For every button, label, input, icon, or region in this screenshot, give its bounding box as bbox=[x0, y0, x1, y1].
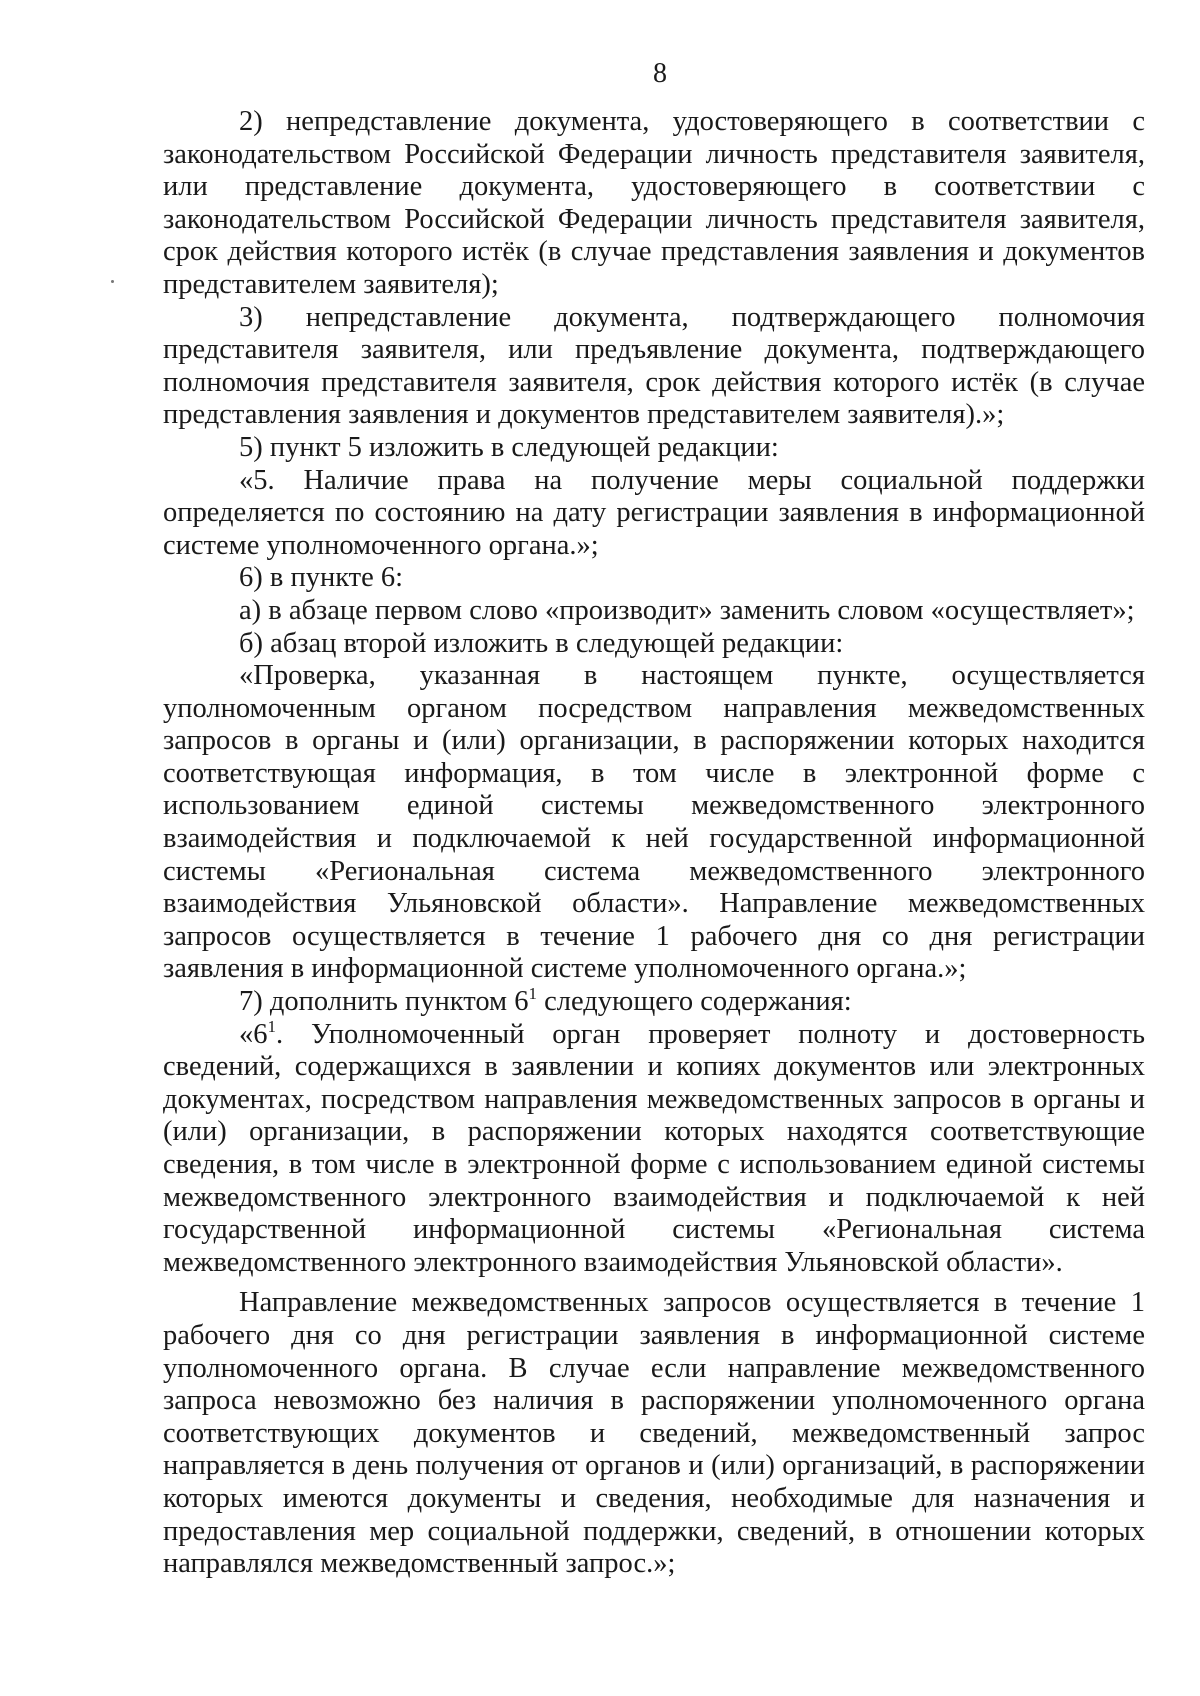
paragraph-item-5-quote: «5. Наличие права на получение меры социальной поддержки определяется по состоянию на дату регистрации заявления в информационной системе уполномоченного органа.»; bbox=[163, 464, 1145, 561]
paragraph-item-5: 5) пункт 5 изложить в следующей редакции: bbox=[239, 431, 779, 463]
paragraph-item-7 bbox=[163, 983, 1145, 1019]
paragraph-item-6a: а) в абзаце первом слово «производит» заменить словом «осуществляет»; bbox=[239, 594, 1135, 626]
paragraph-item-7-quote bbox=[163, 1016, 1145, 1280]
paragraph-item-6: 6) в пункте 6: bbox=[239, 562, 404, 594]
paragraph-item-6b-quote: «Проверка, указанная в настоящем пункте, осуществляется уполномоченным органом посредством направления межведомственных запросов в органы и (или) организации, в распоряжении которых находится соответствующая информация, в том числе в электронной форме с использованием единой системы межведомственного электронного взаимодействия и подключаемой к ней государственной информационной системы «Региональная система межведомственного электронного взаимодействия Ульяновской области». Направление межведомственных запросов осуществляется в течение 1 рабочего дня со дня регистрации заявления в информационной системе уполномоченного органа.»; bbox=[163, 660, 1145, 985]
document-body bbox=[163, 106, 1145, 1581]
paragraph-7-superscript: 1 bbox=[528, 983, 538, 1003]
page-number: 8 bbox=[653, 58, 667, 89]
paragraph-7-quote-before: «6 bbox=[239, 1018, 268, 1050]
paragraph-item-7-quote-continued: Направление межведомственных запросов осуществляется в течение 1 рабочего дня со дня регистрации заявления в информационной системе уполномоченного органа. В случае если направление межведомственного запроса невозможно без наличия в распоряжении уполномоченного органа соответствующих документов и сведений, межведомственный запрос направляется в день получения от органов и (или) организаций, в распоряжении которых имеются документы и сведения, необходимые для назначения и предоставления мер социальной поддержки, сведений, в отношении которых направлялся межведомственный запрос.»; bbox=[163, 1287, 1145, 1580]
paragraph-item-3: 3) непредставление документа, подтверждающего полномочия представителя заявителя, или предъявление документа, подтверждающего полномочия представителя заявителя, срок действия которого истёк (в случае представления заявления и документов представителем заявителя).»; bbox=[163, 301, 1145, 431]
paragraph-7-quote-after: . Уполномоченный орган проверяет полноту и достоверность сведений, содержащихся в заявлении и копиях документов или электронных документах, посредством направления межведомственных запросов в органы и (или) организации, в распоряжении которых находятся соответствующие сведения, в том числе в электронной форме с использованием единой системы межведомственного электронного взаимодействия и подключаемой к ней государственной информационной системы «Региональная система межведомственного электронного взаимодействия Ульяновской области». bbox=[163, 1018, 1145, 1278]
paragraph-7-before: 7) дополнить пунктом 6 bbox=[239, 986, 529, 1018]
paragraph-7-quote-superscript: 1 bbox=[267, 1016, 277, 1036]
paragraph-item-2: 2) непредставление документа, удостоверяющего в соответствии с законодательством Российской Федерации личность представителя заявителя, или представление документа, удостоверяющего в соответствии с законодательством Российской Федерации личность представителя заявителя, срок действия которого истёк (в случае представления заявления и документов представителем заявителя); bbox=[163, 106, 1145, 300]
paragraph-7-after: следующего содержания: bbox=[537, 986, 852, 1018]
paragraph-item-6b: б) абзац второй изложить в следующей редакции: bbox=[239, 627, 844, 659]
scan-speck bbox=[111, 280, 114, 283]
